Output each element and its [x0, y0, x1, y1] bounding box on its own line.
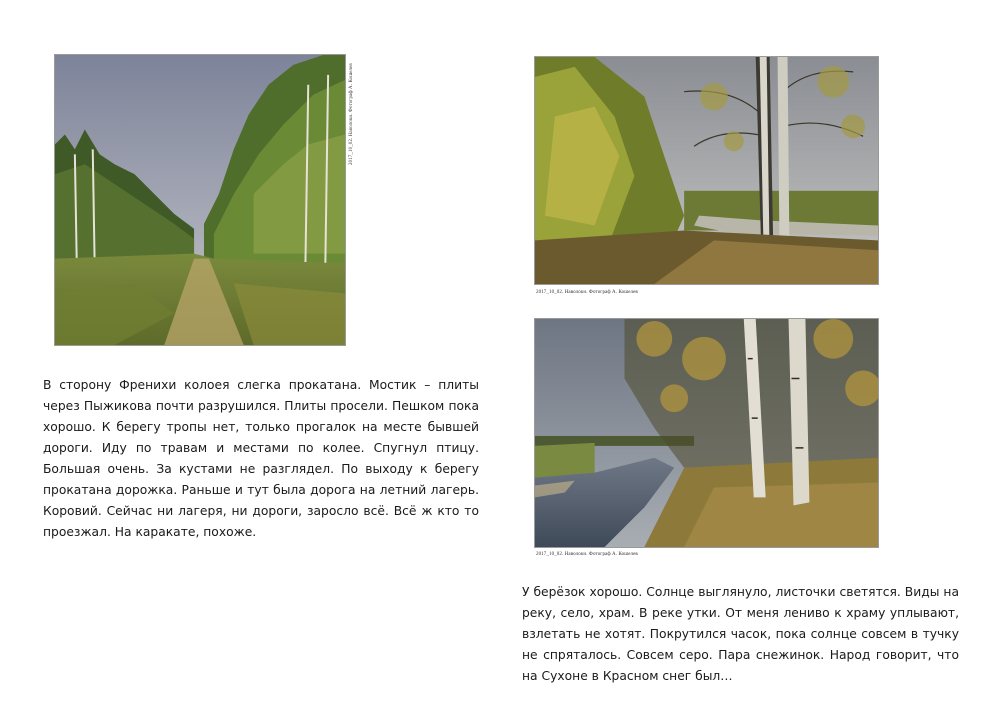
birches-river-image [535, 57, 878, 284]
river-bend-image [535, 319, 878, 547]
paragraph-left: В сторону Френихи колоея слегка прокатана. Мостик – плиты через Пыжикова почти разрушился. Плиты просели. Пешком пока хорошо. К берегу тропы нет, только прогалок на месте бывшей дороги. Иду по травам и местами по колее. Спугнул птицу. Большая очень. За кустами не разглядел. По выходу к берегу прокатана дорожка. Раньше и тут была дорога на летний лагерь. Коровий. Сейчас ни лагеря, ни дороги, заросло всё. Всё ж кто то проезжал. На каракате, похоже. [43, 378, 479, 539]
photo-caption: 2017_10_02. Наволоки. Фотограф А. Кошелев [536, 290, 638, 295]
paragraph-right: У берёзок хорошо. Солнце выглянуло, листочки светятся. Виды на реку, село, храм. В реке утки. От меня лениво к храму уплывают, взлетать не хотят. Покрутился часок, пока солнце совсем в тучку не спряталось. Совсем серо. Пара снежинок. Народ говорит, что на Сухоне в Красном снег был… [522, 585, 959, 683]
photo-caption: 2017_10_02. Наволоки. Фотограф А. Кошелев [349, 63, 354, 165]
photo-caption: 2017_10_02. Наволоки. Фотограф А. Кошелев [536, 552, 638, 557]
photo-river-bend [534, 318, 879, 548]
photo-forest-road [54, 54, 346, 346]
forest-road-image [55, 55, 345, 345]
photo-birches-river [534, 56, 879, 285]
